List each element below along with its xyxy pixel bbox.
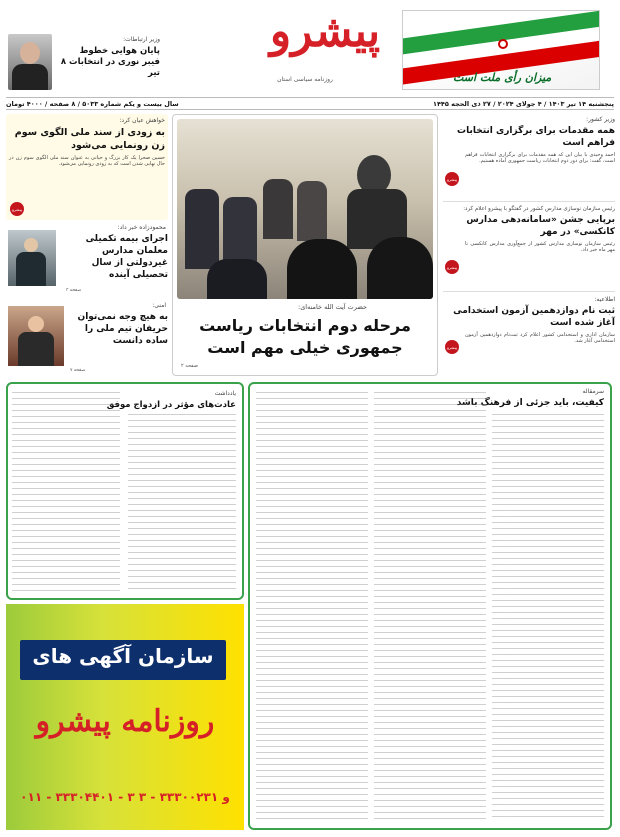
- story-kicker: محمودزاده خبر داد:: [117, 224, 166, 231]
- story-headline: ثبت نام دوازدهمین آزمون استخدامی آغاز شده است: [453, 306, 615, 328]
- story-photo: [8, 230, 56, 286]
- editorial-box[interactable]: [248, 382, 612, 830]
- ad-title: سازمان آگهی های: [32, 644, 214, 668]
- ad-phones: ۰۱۱ - ۳۳۳۰۴۴۰۱ - ۳ و ۳۳۳۰۰۲۳۱ - ۳: [20, 790, 230, 804]
- story-body: حسین صحرا یک کار بزرگ و حیاتی به عنوان سند ملی الگوی سوم زن در حال نهایی شدن است که به زودی رونمایی می‌شود.: [9, 155, 165, 168]
- story-kicker: امنی:: [152, 302, 166, 309]
- story-headline: برپایی جشن «سامانه‌دهی مدارس کانکسی» در مهر: [466, 215, 615, 237]
- issue-line: سال بیست و یکم شماره ۵۰۳۳ / ۸ صفحه / ۴۰۰۰ تومان: [6, 99, 179, 108]
- notes-headline: عادت‌های مؤثر در ازدواج موفق: [106, 400, 236, 410]
- flag-emblem-icon: [498, 39, 508, 49]
- banner-slogan: میزان رأی ملت است: [453, 71, 552, 84]
- editorial-text-col-3: [256, 392, 368, 822]
- news-item[interactable]: [6, 302, 168, 376]
- story-body: سازمان اداری و استخدامی کشور اعلام کرد ثبت‌نام دوازدهمین آزمون استخدامی آغاز شد.: [465, 332, 615, 345]
- lead-page-ref: صفحه ۲: [181, 363, 198, 369]
- masthead: [0, 0, 620, 112]
- story-page-ref: صفحه ۳: [66, 288, 82, 293]
- news-item[interactable]: [6, 224, 168, 298]
- notes-text-col-1: [128, 414, 236, 594]
- editorial-headline: کیفیت، باید جزئی از فرهنگ باشد: [456, 398, 604, 408]
- story-headline: اجرای بیمه تکمیلی معلمان مدارس غیردولتی از سال تحصیلی آینده: [85, 234, 168, 280]
- news-item[interactable]: [443, 294, 615, 374]
- news-column-left: [6, 114, 168, 376]
- lead-story[interactable]: [172, 114, 438, 376]
- promo-photo: [8, 34, 52, 90]
- news-column-right: [443, 114, 615, 374]
- story-headline: به زودی از سند ملی الگوی سوم زن رونمایی می‌شود: [14, 127, 165, 151]
- advertisement[interactable]: [6, 604, 244, 830]
- story-kicker: خواهش عیان کرد:: [119, 117, 165, 124]
- promo-kicker: وزیر ارتباطات:: [123, 36, 160, 43]
- story-headline: همه مقدمات برای برگزاری انتخابات فراهم است: [457, 126, 615, 148]
- news-item[interactable]: [443, 114, 615, 202]
- promo-headline: پایان هوایی خطوط فیبر نوری در انتخابات ۸ تیر: [60, 46, 160, 78]
- story-body: رئیس سازمان نوسازی مدارس کشور از جمع‌آوری مدارس کانکسی تا مهر ماه خبر داد.: [465, 241, 615, 254]
- editorial-text-col-2: [374, 392, 486, 822]
- ad-brand: روزنامه پیشرو: [35, 704, 215, 739]
- story-headline: به هیچ وجه نمی‌توان حریفان تیم ملی را ساده دانست: [77, 312, 168, 346]
- newspaper-logo: پیشرو: [269, 6, 381, 57]
- editorial-text-col-1: [492, 414, 604, 822]
- lead-photo: [177, 119, 433, 299]
- top-promo[interactable]: [8, 34, 160, 90]
- lead-kicker: حضرت آیت الله خامنه‌ای:: [298, 303, 367, 311]
- notes-kicker: یادداشت: [214, 390, 236, 397]
- editorial-kicker: سرمقاله: [582, 388, 604, 395]
- story-photo: [8, 306, 64, 366]
- paper-logo-icon: پیشرو: [445, 340, 459, 354]
- date-bar: [6, 97, 614, 110]
- tagline: روزنامه سیاسی استان: [277, 76, 333, 83]
- news-item[interactable]: [443, 204, 615, 292]
- date-line: پنجشنبه ۱۴ تیر ۱۴۰۳ / ۴ جولای ۲۰۲۴ / ۲۷ ذی الحجه ۱۴۴۵: [432, 99, 614, 108]
- paper-logo-icon: پیشرو: [445, 260, 459, 274]
- story-page-ref: صفحه ۷: [70, 368, 86, 373]
- flag-banner: [402, 10, 600, 90]
- notes-box[interactable]: [6, 382, 244, 600]
- story-kicker: وزیر کشور:: [586, 116, 615, 123]
- news-item[interactable]: [6, 114, 168, 220]
- notes-text-col-2: [12, 392, 120, 594]
- story-kicker: رئیس سازمان نوسازی مدارس کشور در گفتگو با پیشرو اعلام کرد:: [463, 206, 615, 212]
- story-kicker: اطلاعیه:: [594, 296, 615, 303]
- story-body: احمد وحیدی با بیان این که همه مقدمات برای برگزاری انتخابات فراهم است، گفت: برای دور دوم انتخابات ریاست جمهوری آماده هستیم.: [465, 152, 615, 165]
- paper-logo-icon: پیشرو: [445, 172, 459, 186]
- lead-headline: مرحله دوم انتخابات ریاست جمهوری خیلی مهم است: [199, 316, 411, 357]
- paper-logo-icon: پیشرو: [10, 202, 24, 216]
